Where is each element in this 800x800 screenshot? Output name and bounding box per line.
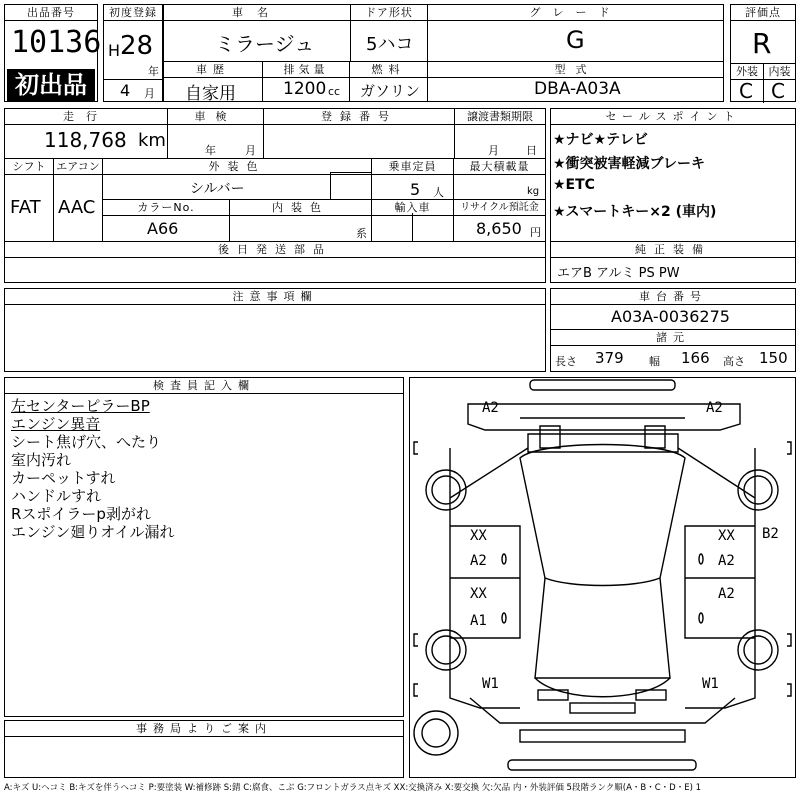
- color-no-label: カラーNo.: [102, 199, 230, 216]
- length-label: 長さ: [555, 355, 577, 368]
- height: 150: [759, 349, 788, 367]
- exterior-grade-label: 外装: [730, 63, 764, 80]
- inspector-box: [4, 377, 404, 717]
- capacity: 5: [410, 180, 421, 199]
- inspector-line-8: エンジン廻りオイル漏れ: [11, 523, 175, 541]
- recycle: 8,650: [476, 219, 522, 238]
- sales-points-box: [550, 108, 796, 242]
- sales-points-label: セールスポイント: [550, 108, 796, 125]
- max-load-unit: kg: [527, 186, 540, 197]
- recycle-label: リサイクル預託金: [453, 199, 546, 216]
- score-box: [730, 4, 796, 102]
- equipment-box: [550, 241, 796, 283]
- color-no: A66: [147, 219, 179, 238]
- ext-color-label: 外装色: [102, 158, 372, 175]
- transfer-day-unit: 日: [526, 144, 537, 157]
- reg-month: 4: [120, 81, 131, 100]
- first-reg-label: 初度登録: [103, 4, 163, 21]
- grade-label: グレード: [427, 4, 724, 21]
- car-diagram: [410, 378, 795, 777]
- reg-no-label: 登録番号: [263, 108, 455, 125]
- car-name: ミラージュ: [215, 32, 315, 56]
- int-color-unit: 系: [356, 227, 367, 240]
- inspector-line-5: カーペットすれ: [11, 469, 116, 487]
- model: DBA-A03A: [534, 79, 621, 99]
- equipment-label: 純正装備: [550, 241, 796, 258]
- ann-right-rear-wheel: W1: [702, 676, 719, 692]
- inspector-line-1: 左センターピラーBP: [11, 397, 150, 415]
- mileage-unit: km: [138, 130, 166, 151]
- equipment-value: エアB アルミ PS PW: [557, 266, 680, 281]
- chassis-number: A03A-0036275: [611, 307, 730, 326]
- sales-point-1: ★ナビ★テレビ: [553, 132, 648, 148]
- inspection-month-unit: 月: [245, 144, 256, 157]
- chassis-box: [550, 288, 796, 372]
- exterior-grade: C: [739, 79, 753, 103]
- notes-label: 注意事項欄: [4, 288, 546, 305]
- notes-box: [4, 288, 546, 372]
- width: 166: [681, 349, 710, 367]
- capacity-unit: 人: [433, 186, 444, 199]
- ann-left-rear-door-1: XX: [470, 586, 487, 602]
- transfer-month-unit: 月: [488, 144, 499, 157]
- sales-point-2: ★衝突被害軽減ブレーキ: [553, 156, 705, 172]
- ann-left-front-door-2: A2: [470, 553, 487, 569]
- inspector-label: 検査員記入欄: [4, 377, 404, 394]
- ann-front-left: A2: [482, 400, 499, 416]
- legend: A:キズ U:ヘコミ B:キズを伴うヘコミ P:要塗装 W:補修跡 S:錆 C:腐食、こぶ G:フロントガラス点キズ XX:交換済み X:要交換 欠:欠品 内・外装評価 5段階ランク順(A・B・C・D・E) 1: [4, 783, 702, 793]
- car-name-label: 車名: [163, 4, 351, 21]
- mileage-label: 走行: [4, 108, 168, 125]
- inspection-label: 車検: [167, 108, 264, 125]
- score-label: 評価点: [730, 4, 796, 21]
- ac-label: エアコン: [53, 158, 103, 175]
- ann-right-fender: B2: [762, 526, 779, 542]
- chassis-label: 車台番号: [550, 288, 796, 305]
- grade: G: [566, 26, 585, 54]
- door-type: 5ハコ: [366, 34, 414, 55]
- width-label: 幅: [649, 355, 660, 368]
- history: 自家用: [185, 84, 236, 104]
- height-label: 高さ: [723, 355, 745, 368]
- sales-point-4: ★スマートキー×2 (車内): [553, 204, 717, 220]
- year-unit: 年: [148, 65, 159, 78]
- fuel: ガソリン: [360, 82, 421, 100]
- max-load-label: 最大積載量: [453, 158, 546, 175]
- door-type-label: ドア形状: [350, 4, 428, 21]
- sales-point-3: ★ETC: [553, 177, 595, 193]
- later-parts-label: 後日発送部品: [4, 241, 546, 258]
- inspector-line-7: Rスポイラーp剥がれ: [11, 505, 151, 523]
- ann-front-right: A2: [706, 400, 723, 416]
- office-label: 事務局よりご案内: [4, 720, 404, 737]
- score: R: [752, 27, 772, 60]
- recycle-unit: 円: [530, 226, 541, 239]
- history-label: 車歴: [163, 61, 263, 78]
- ann-left-rear-door-2: A1: [470, 613, 487, 629]
- int-color-label: 内装色: [229, 199, 372, 216]
- inspector-line-2: エンジン異音: [11, 415, 101, 433]
- spec-label: 諸元: [550, 329, 796, 346]
- inspector-line-4: 室内汚れ: [11, 451, 72, 469]
- ann-right-rear-door: A2: [718, 586, 735, 602]
- reg-year: 28: [120, 31, 154, 61]
- car-diagram-box: [409, 377, 796, 778]
- model-label: 型式: [427, 61, 724, 78]
- displacement: 1200: [283, 79, 327, 99]
- first-registration-box: [103, 4, 163, 102]
- import-label: 輸入車: [371, 199, 454, 216]
- later-parts-box: [4, 241, 546, 283]
- length: 379: [595, 349, 624, 367]
- transfer-label: 譲渡書類期限: [454, 108, 546, 125]
- displacement-unit: cc: [328, 85, 341, 98]
- month-unit: 月: [144, 87, 155, 100]
- ann-right-front-door-1: XX: [718, 528, 735, 544]
- ann-left-rear-wheel: W1: [482, 676, 499, 692]
- mileage: 118,768: [44, 128, 127, 152]
- shift-label: シフト: [4, 158, 54, 175]
- interior-grade-label: 内装: [763, 63, 796, 80]
- era: H: [108, 41, 121, 60]
- shift: FAT: [10, 197, 41, 218]
- lot-label: 出品番号: [4, 4, 98, 21]
- ann-right-front-door-2: A2: [718, 553, 735, 569]
- fuel-label: 燃料: [349, 61, 428, 78]
- displacement-label: 排気量: [262, 61, 350, 78]
- interior-grade: C: [771, 79, 785, 103]
- ext-color: シルバー: [190, 181, 245, 197]
- lot-number: 10136: [11, 25, 102, 60]
- first-listing-badge: 初出品: [7, 69, 95, 101]
- inspector-line-6: ハンドルすれ: [11, 487, 102, 505]
- inspection-year-unit: 年: [205, 144, 216, 157]
- inspector-line-3: シート焦げ穴、へたり: [11, 433, 162, 451]
- lot-number-box: [4, 4, 102, 102]
- ann-left-front-door-1: XX: [470, 528, 487, 544]
- office-box: [4, 720, 404, 778]
- ac: AAC: [58, 197, 96, 218]
- capacity-label: 乗車定員: [371, 158, 454, 175]
